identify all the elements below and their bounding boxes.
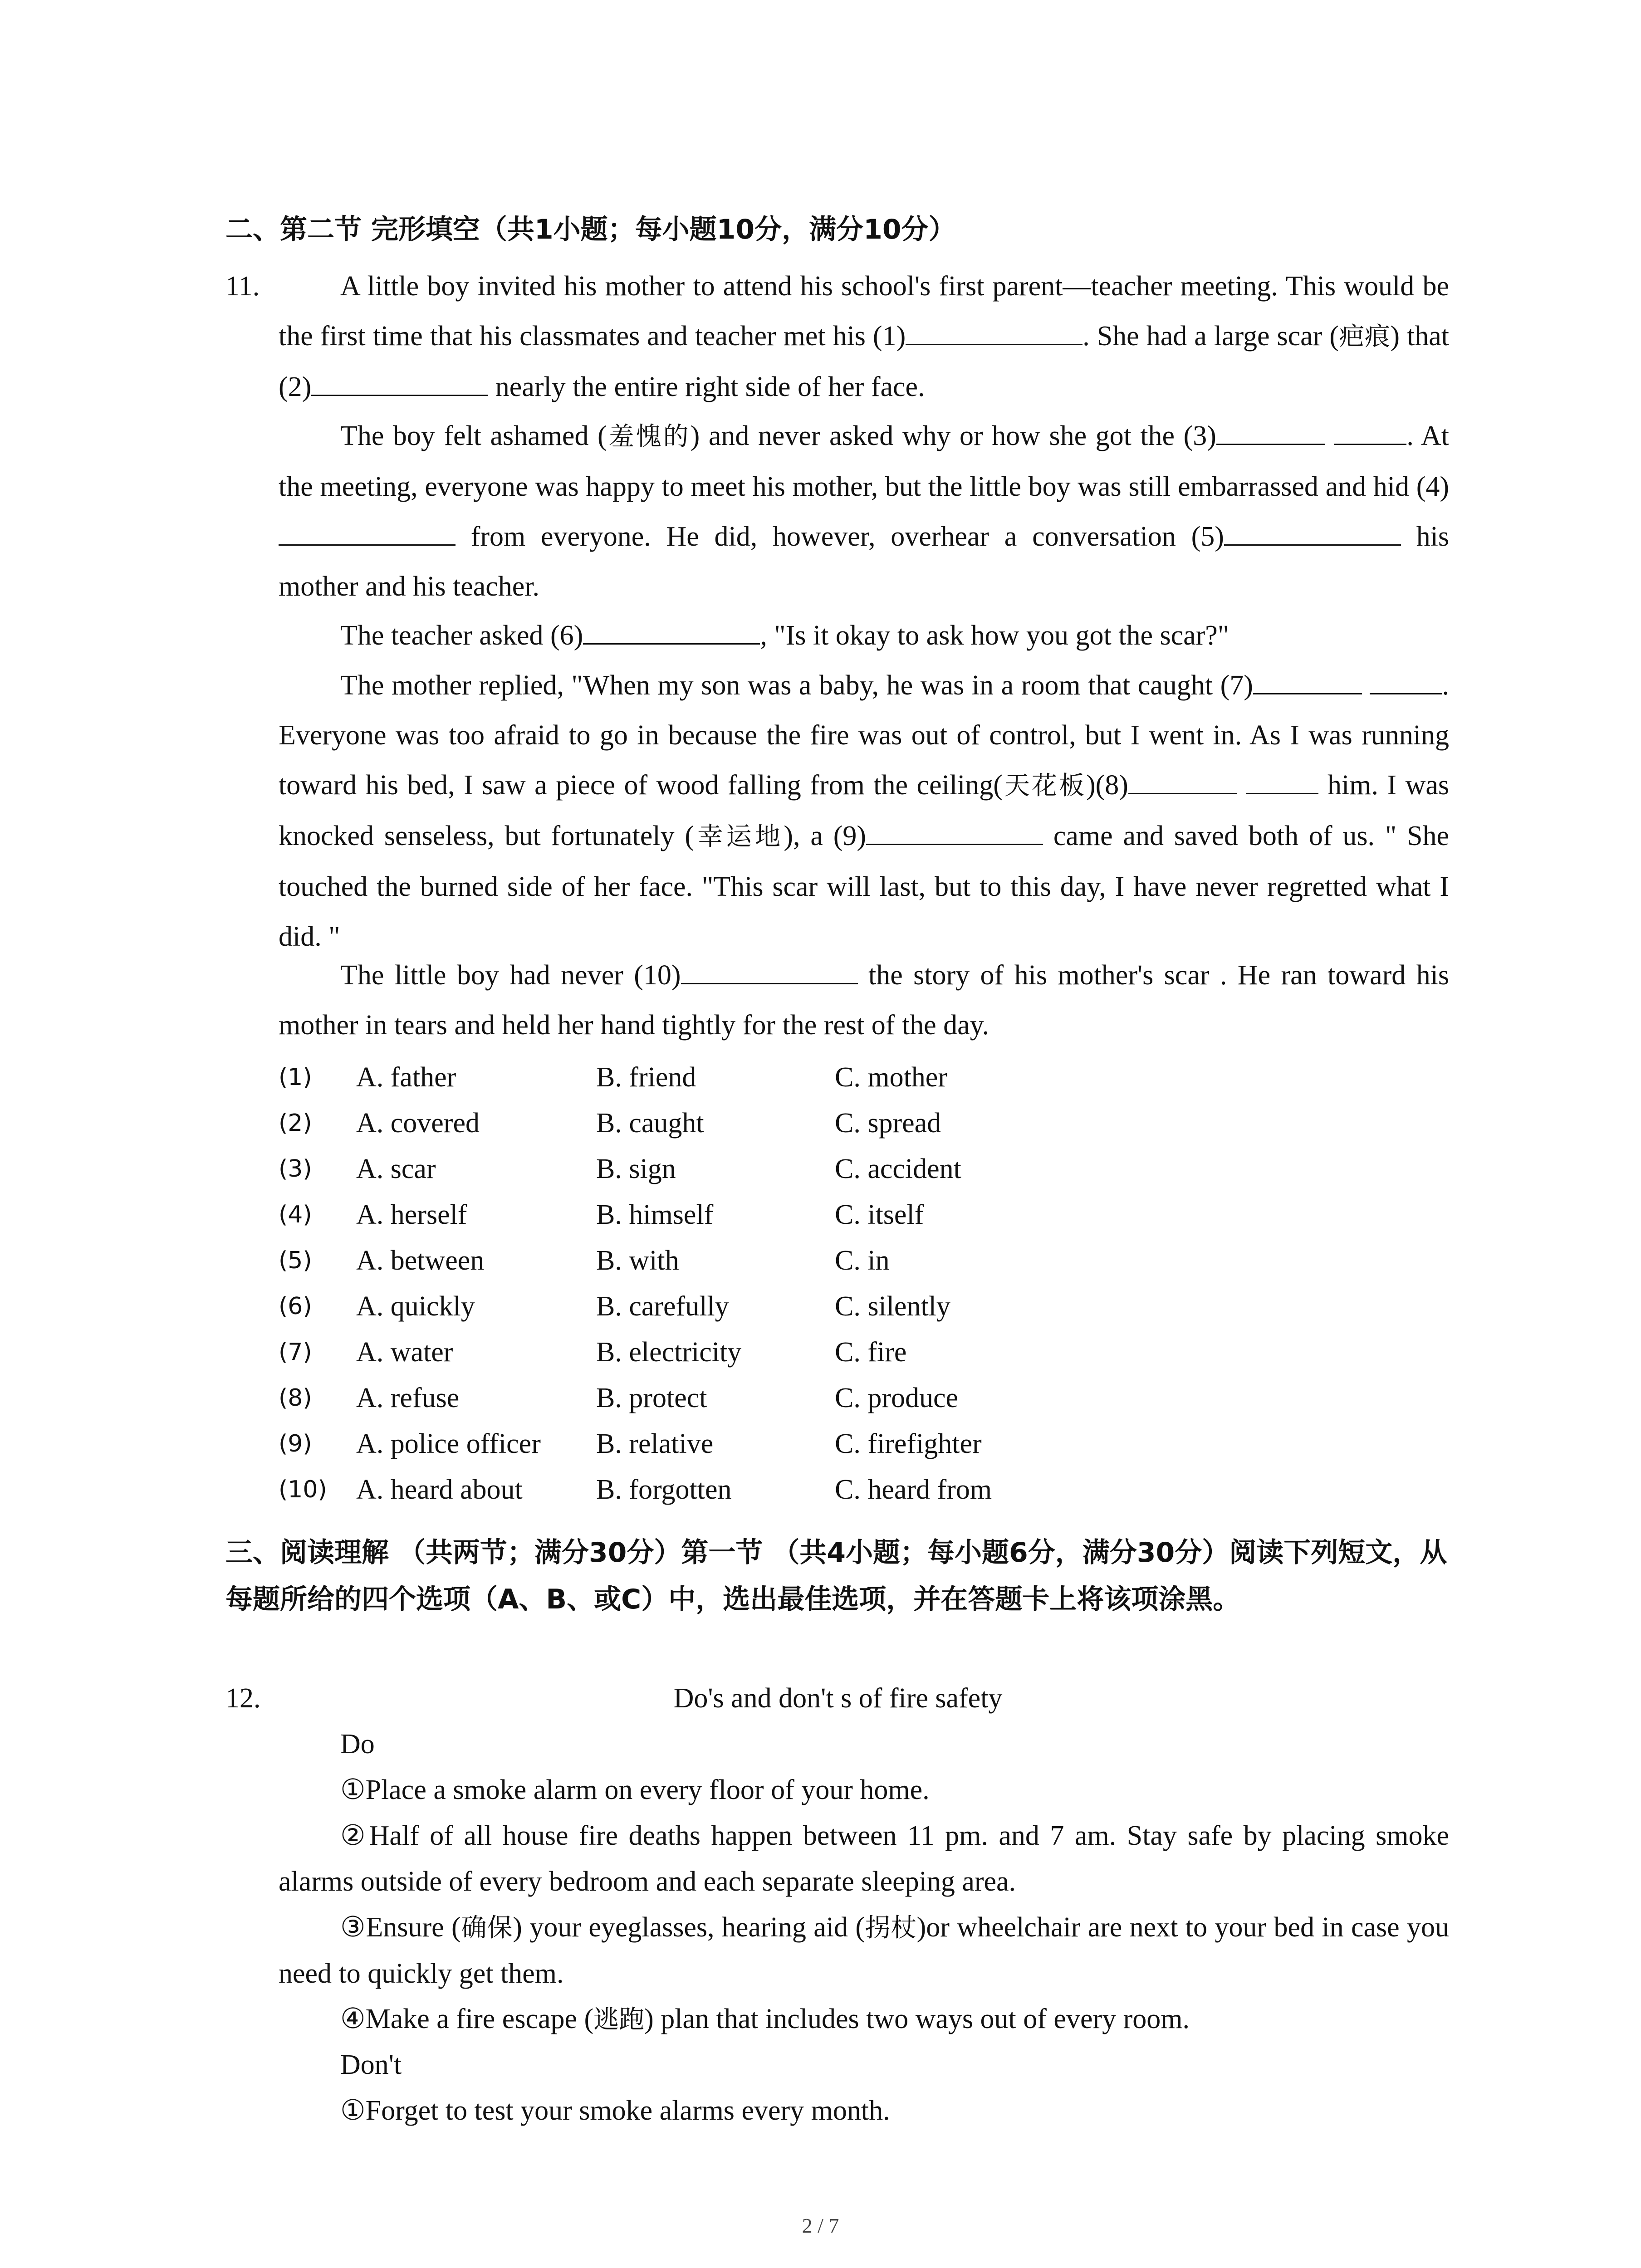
- do-label: Do: [340, 1729, 375, 1760]
- cloze-paragraph-3: The teacher asked (6) , "Is it okay to ask how you got the scar?": [279, 611, 1449, 660]
- option-a: A. water: [356, 1337, 453, 1368]
- do-item-1: ①Place a smoke alarm on every floor of your home.: [340, 1774, 930, 1805]
- option-c: C. fire: [835, 1337, 907, 1368]
- option-b: B. forgotten: [596, 1474, 732, 1505]
- blank-10: [681, 956, 858, 984]
- option-row: (9) A. police officer B. relative C. firefighter: [0, 1421, 1641, 1467]
- option-a: A. scar: [356, 1154, 436, 1184]
- do-item-2: ②Half of all house fire deaths happen between 11 pm. and 7 am. Stay safe by placing smoke alarms outside of every bedroom and each separate sleeping area.: [279, 1820, 1449, 1897]
- option-a: A. refuse: [356, 1383, 460, 1413]
- cloze-paragraph-5: The little boy had never (10) the story of his mother's scar . He ran toward his mother in tears and held her hand tightly for the rest of the day.: [279, 950, 1449, 1050]
- blank-7: [1253, 666, 1362, 694]
- option-b: B. himself: [596, 1199, 714, 1230]
- option-c: C. spread: [835, 1108, 941, 1139]
- option-b: B. caught: [596, 1108, 704, 1139]
- option-row: (10) A. heard about B. forgotten C. heard from: [0, 1467, 1641, 1513]
- question-number-12: 12.: [225, 1683, 261, 1714]
- blank-4: [279, 517, 456, 546]
- option-c: C. silently: [835, 1291, 950, 1322]
- option-c: C. produce: [835, 1383, 959, 1413]
- cloze-paragraph-1: A little boy invited his mother to attend his school's first parent—teacher meeting. This would be the first time that his classmates and teacher met his (1) . She had a large scar (疤痕) that (2) nearly the entire right side of her face.: [279, 271, 1449, 402]
- option-row: (8) A. refuse B. protect C. produce: [0, 1375, 1641, 1421]
- page-number: 2 / 7: [802, 2214, 839, 2237]
- option-row: (5) A. between B. with C. in: [0, 1238, 1641, 1284]
- do-item-3: ③Ensure (确保) your eyeglasses, hearing aid (拐杖)or wheelchair are next to your bed in case you need to quickly get them.: [279, 1912, 1450, 1989]
- option-b: B. protect: [596, 1383, 707, 1413]
- cloze-paragraph-4: The mother replied, "When my son was a baby, he was in a room that caught (7) . Everyone was too afraid to go in because the fire was out of control, but I went in. As I was running toward his bed, I saw a piece of wood falling from the ceiling(天花板)(8) him. I was knocked senseless, but fortunately (幸运地), a (9) came and saved both of us. " She touched the burned side of her face. "This scar will last, but to this day, I have never regretted what I did. ": [279, 660, 1449, 962]
- option-a: A. police officer: [356, 1428, 541, 1459]
- option-a: A. covered: [356, 1108, 480, 1139]
- option-c: C. firefighter: [835, 1428, 982, 1459]
- blank-2: [311, 367, 488, 396]
- blank-3: [1216, 416, 1325, 445]
- option-c: C. accident: [835, 1154, 961, 1184]
- cloze-paragraph-2: The boy felt ashamed (羞愧的) and never asked why or how she got the (3) . At the meeting, everyone was happy to meet his mother, but the little boy was still embarrassed and hid (4) from everyone. He did, however, overhear a conversation (5) his mother and his teacher.: [279, 411, 1449, 611]
- blank-5: [1224, 517, 1401, 546]
- option-row: (4) A. herself B. himself C. itself: [0, 1192, 1641, 1238]
- option-row: (6) A. quickly B. carefully C. silently: [0, 1284, 1641, 1330]
- option-c: C. mother: [835, 1062, 947, 1093]
- option-a: A. father: [356, 1062, 456, 1093]
- option-b: B. carefully: [596, 1291, 729, 1322]
- question-number-11: 11.: [225, 271, 260, 302]
- option-b: B. with: [596, 1245, 679, 1276]
- section-heading-cloze: 二、第二节 完形填空（共1小题；每小题10分，满分10分）: [225, 214, 956, 245]
- option-a: A. heard about: [356, 1474, 523, 1505]
- dont-item-1: ①Forget to test your smoke alarms every month.: [340, 2095, 890, 2126]
- option-c: C. heard from: [835, 1474, 992, 1505]
- option-row: (3) A. scar B. sign C. accident: [0, 1146, 1641, 1192]
- blank-8: [1128, 766, 1237, 794]
- option-row: (2) A. covered B. caught C. spread: [0, 1100, 1641, 1146]
- option-a: A. quickly: [356, 1291, 475, 1322]
- blank-1: [906, 317, 1083, 345]
- blank-9: [866, 816, 1043, 845]
- section-heading-reading: 三、阅读理解 （共两节；满分30分）第一节 （共4小题；每小题6分，满分30分）阅读下列短文，从每题所给的四个选项（A、B、或C）中，选出最佳选项，并在答题卡上将该项涂黑。: [225, 1537, 1447, 1615]
- option-b: B. friend: [596, 1062, 696, 1093]
- dont-label: Don't: [340, 2049, 402, 2080]
- option-a: A. between: [356, 1245, 485, 1276]
- option-b: B. sign: [596, 1154, 676, 1184]
- option-c: C. itself: [835, 1199, 924, 1230]
- option-row: (7) A. water B. electricity C. fire: [0, 1330, 1641, 1375]
- option-c: C. in: [835, 1245, 890, 1276]
- blank-6: [583, 616, 760, 645]
- option-b: B. relative: [596, 1428, 714, 1459]
- option-row: (1) A. father B. friend C. mother: [0, 1055, 1641, 1100]
- option-a: A. herself: [356, 1199, 467, 1230]
- passage-title: Do's and don't s of fire safety: [673, 1683, 1003, 1714]
- option-b: B. electricity: [596, 1337, 742, 1368]
- do-item-4: ④Make a fire escape (逃跑) plan that includes two ways out of every room.: [340, 2004, 1190, 2034]
